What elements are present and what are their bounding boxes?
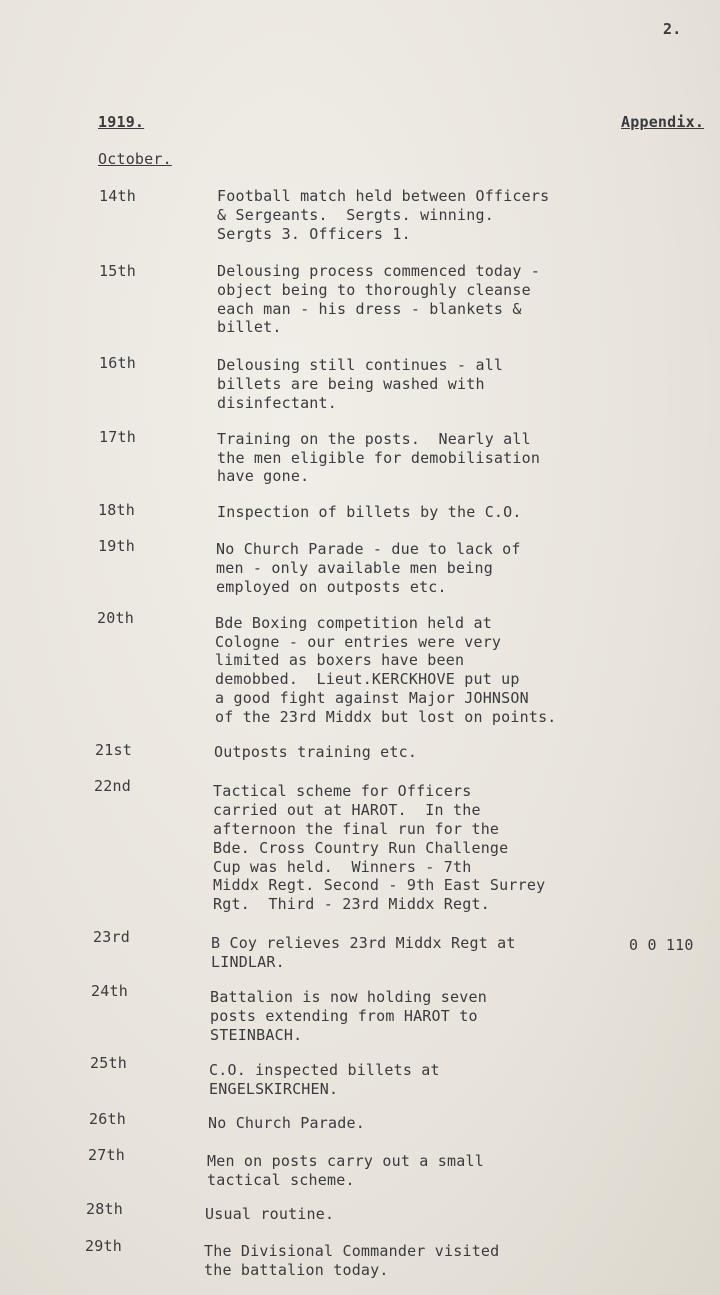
entry-date: 17th: [99, 428, 136, 446]
entry-line: demobbed. Lieut.KERCKHOVE put up: [215, 670, 520, 688]
entry-date: 27th: [88, 1146, 125, 1164]
entry-line: Football match held between Officers: [217, 187, 550, 205]
entry-line: Usual routine.: [205, 1205, 335, 1223]
entry-date: 19th: [98, 537, 135, 555]
entry-line: the men eligible for demobilisation: [217, 449, 541, 467]
entry-date: 22nd: [94, 777, 131, 795]
entry-line: each man - his dress - blankets &: [217, 300, 522, 318]
appendix-heading: Appendix.: [621, 113, 705, 131]
entry-line: Men on posts carry out a small: [207, 1152, 484, 1170]
entry-line: employed on outposts etc.: [216, 578, 447, 596]
entry-line: The Divisional Commander visited: [204, 1242, 500, 1260]
entry-line: Cup was held. Winners - 7th: [213, 858, 472, 876]
entry-line: No Church Parade - due to lack of: [216, 540, 521, 558]
entry-line: B Coy relieves 23rd Middx Regt at: [211, 934, 516, 952]
entry-line: No Church Parade.: [208, 1114, 365, 1132]
entry-line: Rgt. Third - 23rd Middx Regt.: [213, 895, 490, 913]
entry-line: afternoon the final run for the: [213, 820, 500, 838]
entry-line: limited as boxers have been: [215, 651, 465, 669]
entry-line: of the 23rd Middx but lost on points.: [215, 708, 557, 726]
entry-line: Middx Regt. Second - 9th East Surrey: [213, 876, 546, 894]
entry-line: ENGELSKIRCHEN.: [209, 1080, 339, 1098]
entry-line: the battalion today.: [204, 1261, 389, 1279]
entry-date: 20th: [97, 609, 134, 627]
entry-date: 15th: [99, 262, 136, 280]
entry-line: Bde. Cross Country Run Challenge: [213, 839, 509, 857]
entry-line: Cologne - our entries were very: [215, 633, 502, 651]
entry-line: Inspection of billets by the C.O.: [217, 503, 522, 521]
entry-line: posts extending from HAROT to: [210, 1007, 478, 1025]
page-number: 2.: [663, 20, 682, 38]
entry-line: STEINBACH.: [210, 1026, 303, 1044]
entry-line: tactical scheme.: [207, 1171, 355, 1189]
entry-line: Battalion is now holding seven: [210, 988, 487, 1006]
entry-line: & Sergeants. Sergts. winning.: [217, 206, 494, 224]
entry-date: 24th: [91, 982, 128, 1000]
entry-line: a good fight against Major JOHNSON: [215, 689, 529, 707]
entry-line: Sergts 3. Officers 1.: [217, 225, 411, 243]
entry-date: 28th: [86, 1200, 123, 1218]
entry-date: 21st: [95, 741, 132, 759]
entry-date: 14th: [99, 187, 136, 205]
entry-line: billet.: [217, 318, 282, 336]
entry-line: disinfectant.: [217, 394, 337, 412]
entry-line: Tactical scheme for Officers: [213, 782, 472, 800]
entry-date: 26th: [89, 1110, 126, 1128]
entry-date: 25th: [90, 1054, 127, 1072]
entry-date: 18th: [98, 501, 135, 519]
entry-line: C.O. inspected billets at: [209, 1061, 440, 1079]
entry-line: men - only available men being: [216, 559, 493, 577]
year-heading: 1919.: [98, 113, 145, 131]
map-reference: 0 0 110: [629, 936, 694, 954]
entry-date: 29th: [85, 1237, 122, 1255]
entry-line: Delousing still continues - all: [217, 356, 504, 374]
entry-line: Bde Boxing competition held at: [215, 614, 492, 632]
entry-line: have gone.: [217, 467, 310, 485]
month-heading: October.: [98, 150, 172, 168]
entry-date: 16th: [99, 354, 136, 372]
entry-line: LINDLAR.: [211, 953, 285, 971]
entry-line: object being to thoroughly cleanse: [217, 281, 531, 299]
entry-date: 23rd: [93, 928, 130, 946]
entry-line: Outposts training etc.: [214, 743, 418, 761]
entry-line: billets are being washed with: [217, 375, 485, 393]
entry-line: carried out at HAROT. In the: [213, 801, 481, 819]
entry-line: Delousing process commenced today -: [217, 262, 541, 280]
entry-line: Training on the posts. Nearly all: [217, 430, 531, 448]
